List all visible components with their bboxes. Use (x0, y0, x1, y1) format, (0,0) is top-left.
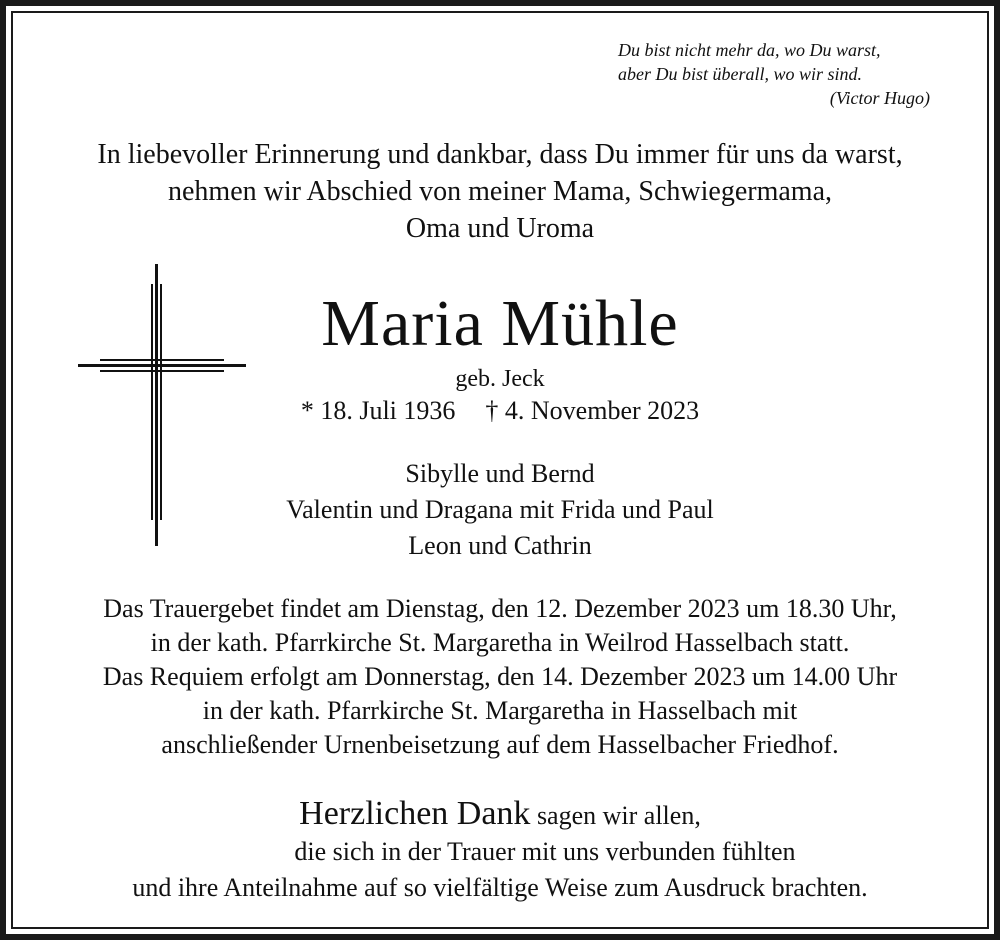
quote-author: (Victor Hugo) (829, 88, 930, 108)
thanks-heading: Herzlichen Dank (299, 795, 531, 832)
birth-date: * 18. Juli 1936 (300, 396, 456, 425)
intro-text (0, 136, 1000, 247)
thanks-line-3: und ihre Anteilnahme auf so vielfältige Weise zum Ausdruck brachten. (132, 873, 868, 902)
service-line: Das Requiem erfolgt am Donnerstag, den 14. Dezember 2023 um 14.00 Uhr (102, 662, 898, 691)
life-dates (0, 395, 1000, 427)
family-list (0, 456, 1000, 564)
death-date: † 4. November 2023 (485, 396, 700, 425)
quote-block (618, 38, 948, 110)
intro-line-1: In liebevoller Erinnerung und dankbar, dass Du immer für uns da warst, (97, 139, 903, 170)
family-member: Leon und Cathrin (408, 531, 592, 560)
intro-line-2: nehmen wir Abschied von meiner Mama, Schwiegermama, (167, 176, 833, 207)
service-line: Das Trauergebet findet am Dienstag, den 12. Dezember 2023 um 18.30 Uhr, (103, 594, 897, 623)
birth-name: geb. Jeck (455, 366, 545, 392)
service-details (0, 592, 1000, 762)
service-line: anschließender Urnenbeisetzung auf dem Hasselbacher Friedhof. (161, 730, 839, 759)
thanks-line-2: die sich in der Trauer mit uns verbunden fühlten (294, 837, 796, 866)
deceased-name: Maria Mühle (321, 287, 679, 360)
intro-line-3: Oma und Uroma (405, 213, 595, 244)
family-member: Valentin und Dragana mit Frida und Paul (286, 495, 714, 524)
thanks-line-1-rest: sagen wir allen, (536, 801, 701, 830)
service-line: in der kath. Pfarrkirche St. Margaretha in Hasselbach mit (202, 696, 798, 725)
thanks-block (0, 796, 1000, 906)
thanks-line-1 (0, 796, 1000, 834)
service-line: in der kath. Pfarrkirche St. Margaretha in Weilrod Hasselbach statt. (150, 628, 850, 657)
family-member: Sibylle und Bernd (405, 459, 595, 488)
quote-line-1: Du bist nicht mehr da, wo Du warst, (618, 40, 881, 60)
quote-line-2: aber Du bist überall, wo wir sind. (618, 64, 863, 84)
